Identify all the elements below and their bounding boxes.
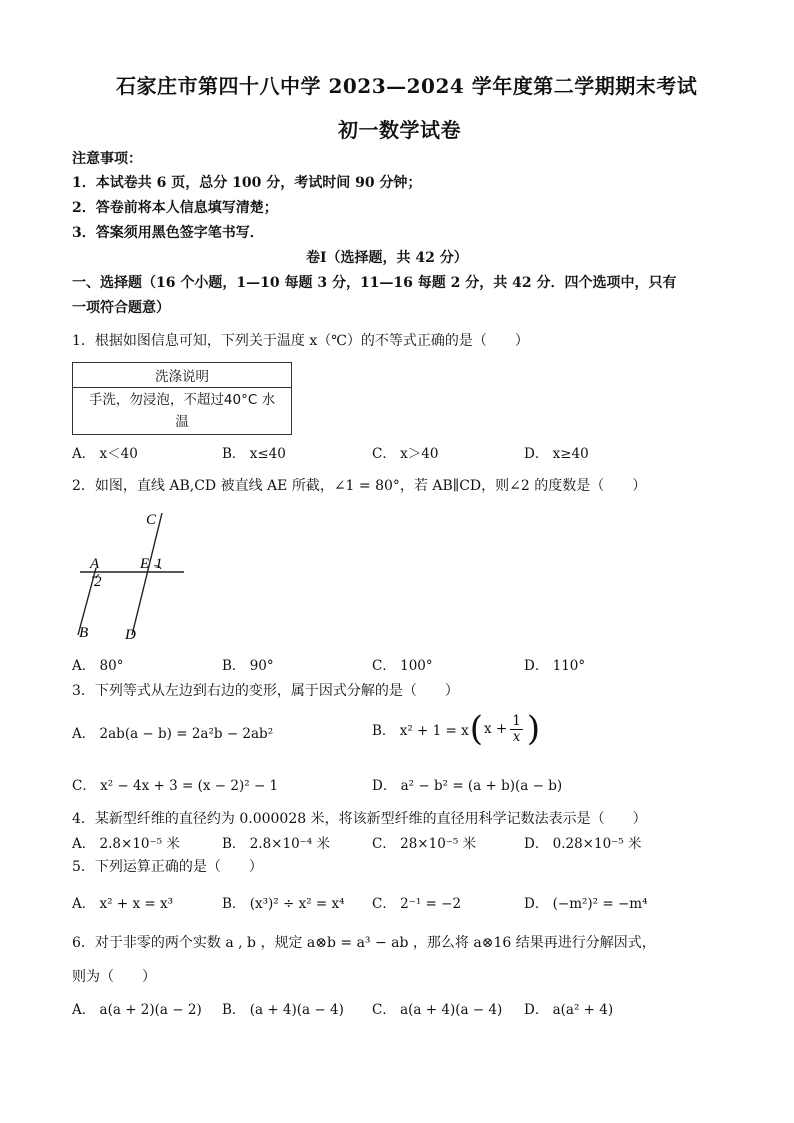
section-instruction: 一、选择题（16 个小题，1—10 每题 3 分，11—16 每题 2 分，共 42 分．四个选项中，只有 (72, 275, 677, 291)
section-instruction-cont: 一项符合题意） (72, 300, 170, 316)
q5-option-d[interactable]: D． (−m²)² = −m⁴ (524, 896, 648, 912)
q2-option-d[interactable]: D． 110° (524, 658, 586, 674)
q4-stem: 4．某新型纤维的直径约为 0.000028 米，将该新型纤维的直径用科学记数法表示是（ ） (72, 811, 647, 827)
q2-option-c[interactable]: C． 100° (372, 658, 433, 674)
q4-option-a[interactable]: A． 2.8×10⁻⁵ 米 (72, 836, 180, 852)
q6-stem-cont: 则为（ ） (72, 969, 156, 985)
fraction-numerator: 1 (512, 712, 521, 729)
q5-option-b[interactable]: B． (x³)² ÷ x² = x⁴ (222, 896, 345, 912)
q3-option-a[interactable]: A． 2ab(a − b) = 2a²b − 2ab² (72, 726, 274, 742)
washing-table-header: 洗涤说明 (73, 363, 292, 388)
label-c: C (146, 512, 157, 528)
q3-option-d[interactable]: D． a² − b² = (a + b)(a − b) (372, 778, 563, 794)
washing-instructions-table (72, 362, 292, 435)
q5-option-a[interactable]: A． x² + x = x³ (72, 896, 173, 912)
q4-option-b[interactable]: B． 2.8×10⁻⁴ 米 (222, 836, 330, 852)
q6-option-b[interactable]: B． (a + 4)(a − 4) (222, 1002, 344, 1018)
q3-stem: 3．下列等式从左边到右边的变形，属于因式分解的是（ ） (72, 683, 459, 699)
label-angle-2: 2 (94, 574, 102, 590)
label-angle-1: 1 (155, 556, 163, 572)
q5-option-c[interactable]: C． 2⁻¹ = −2 (372, 896, 462, 912)
note-item: 3．答案须用黑色签字笔书写． (72, 225, 264, 241)
q3-option-b-prefix: B． x² + 1 = x (372, 723, 469, 739)
q1-option-b[interactable]: B． x≤40 (222, 446, 286, 462)
q4-option-c[interactable]: C． 28×10⁻⁵ 米 (372, 836, 477, 852)
q3-option-b-paren-left: ( (469, 709, 483, 749)
q3-option-c[interactable]: C． x² − 4x + 3 = (x − 2)² − 1 (72, 778, 279, 794)
washing-table-body (73, 388, 292, 435)
label-a: A (90, 556, 100, 572)
q1-option-d[interactable]: D． x≥40 (524, 446, 589, 462)
label-e: E (140, 556, 150, 572)
q2-stem: 2．如图，直线 AB,CD 被直线 AE 所截，∠1 = 80°，若 AB∥CD，则∠2 的度数是（ ） (72, 478, 647, 494)
washing-table-line1: 手洗，勿浸泡，不超过40°C 水 (88, 392, 276, 408)
q2-option-a[interactable]: A． 80° (72, 658, 124, 674)
q1-option-a[interactable]: A． x＜40 (72, 446, 138, 462)
note-item: 1．本试卷共 6 页，总分 100 分，考试时间 90 分钟； (72, 175, 422, 191)
q6-option-a[interactable]: A． a(a + 2)(a − 2) (72, 1002, 202, 1018)
line-cd (132, 513, 162, 635)
note-item: 2．答卷前将本人信息填写清楚； (72, 200, 278, 216)
q6-stem: 6．对于非零的两个实数 a , b ，规定 a⊗b = a³ − ab ，那么将 a⊗16 结果再进行分解因式， (72, 935, 656, 951)
q3-option-b-paren-right: ) (526, 709, 541, 749)
q5-stem: 5．下列运算正确的是（ ） (72, 859, 263, 875)
washing-table-line2: 温 (175, 414, 189, 430)
q1-option-c[interactable]: C． x＞40 (372, 446, 439, 462)
exam-subtitle: 初一数学试卷 (338, 118, 461, 142)
notes-heading: 注意事项： (72, 151, 142, 167)
q4-option-d[interactable]: D． 0.28×10⁻⁵ 米 (524, 836, 642, 852)
q6-option-c[interactable]: C． a(a + 4)(a − 4) (372, 1002, 503, 1018)
label-d: D (125, 627, 136, 643)
section-title: 卷Ⅰ（选择题，共 42 分） (306, 250, 468, 266)
fraction-denominator: x (512, 728, 521, 745)
label-b: B (79, 625, 89, 641)
q2-figure (70, 505, 200, 645)
q6-option-d[interactable]: D． a(a² + 4) (524, 1002, 614, 1018)
exam-title: 石家庄市第四十八中学 2023—2024 学年度第二学期期末考试 (116, 74, 698, 98)
q3-option-b-fraction (510, 714, 523, 745)
q1-stem: 1．根据如图信息可知，下列关于温度 x（℃）的不等式正确的是（ ） (72, 333, 529, 349)
q2-option-b[interactable]: B． 90° (222, 658, 274, 674)
q3-option-b-x-plus: x + (484, 721, 508, 737)
q3-option-b[interactable] (372, 704, 541, 754)
